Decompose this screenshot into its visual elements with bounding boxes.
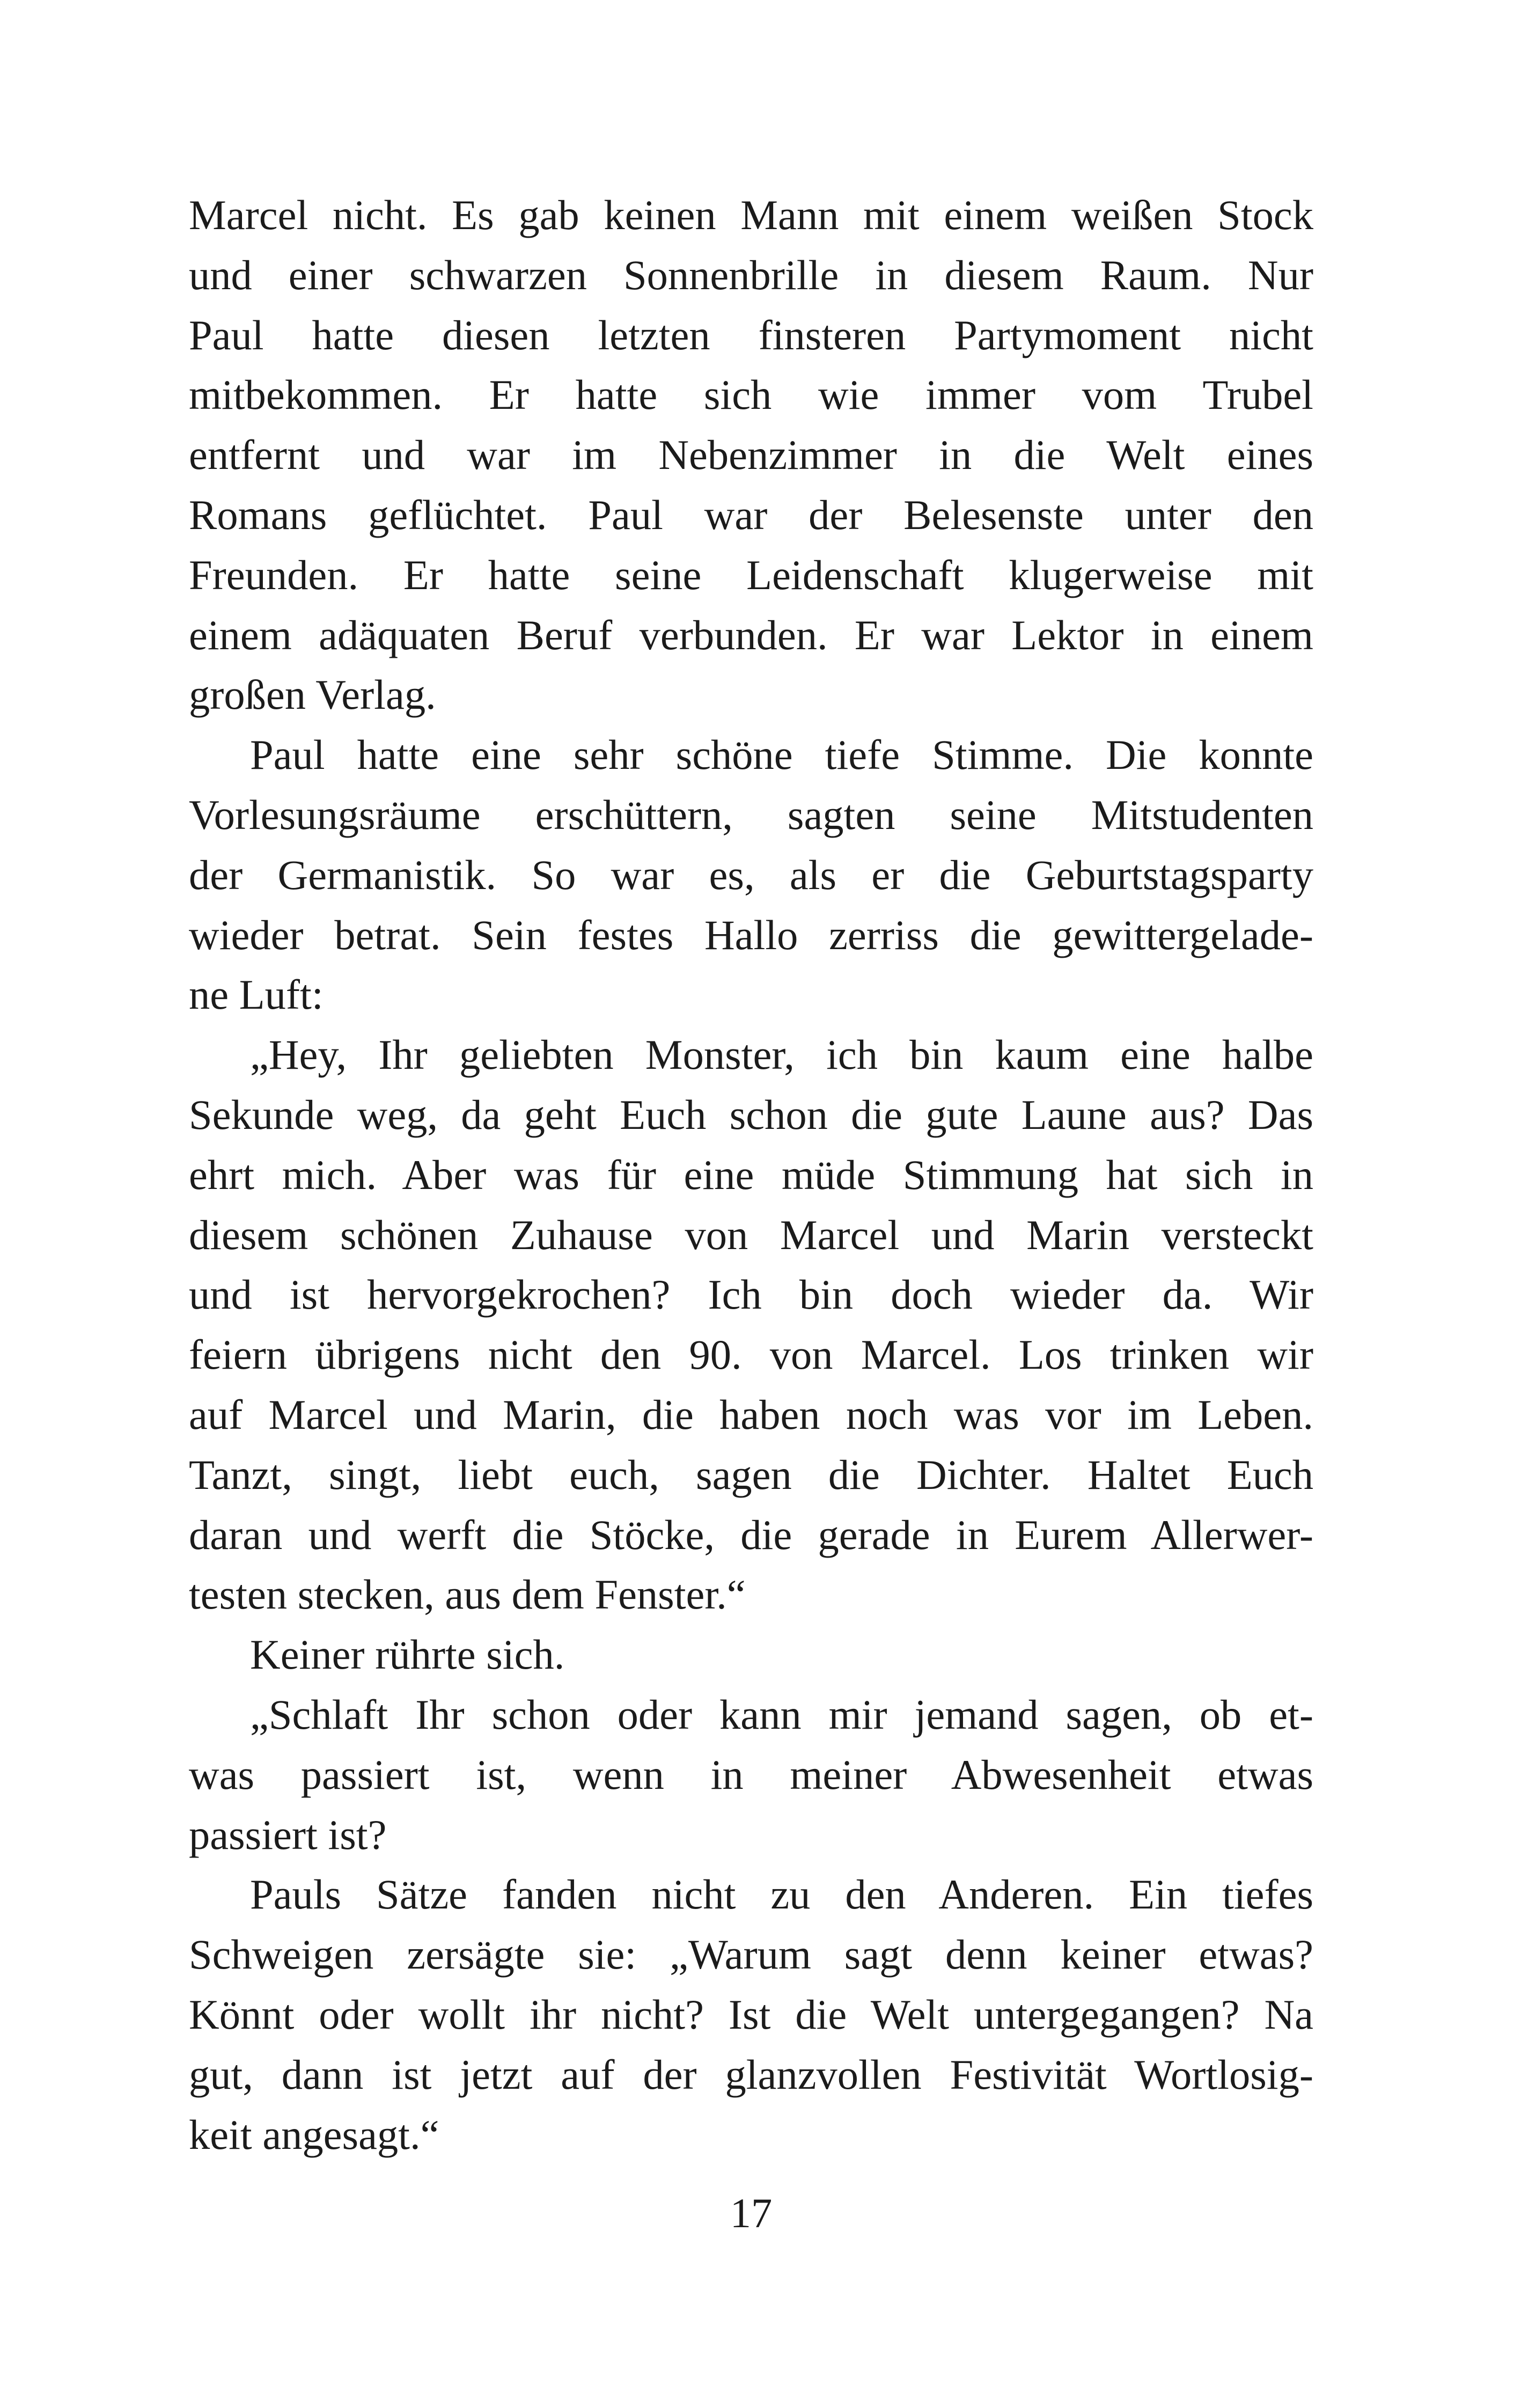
text-line: auf Marcel und Marin, die haben noch was vor im Leben. xyxy=(189,1391,1313,1438)
text-line: Sekunde weg, da geht Euch schon die gute Laune aus? Das xyxy=(189,1091,1313,1138)
text-line: Paul hatte diesen letzten finsteren Partymoment nicht xyxy=(189,311,1313,358)
text-line: Schweigen zersägte sie: „Warum sagt denn keiner etwas? xyxy=(189,1931,1313,1978)
text-line: daran und werft die Stöcke, die gerade in Eurem Allerwer- xyxy=(189,1511,1313,1558)
text-line: ehrt mich. Aber was für eine müde Stimmung hat sich in xyxy=(189,1151,1313,1198)
text-line: und ist hervorgekrochen? Ich bin doch wieder da. Wir xyxy=(189,1271,1313,1318)
text-line: „Hey, Ihr geliebten Monster, ich bin kaum eine halbe xyxy=(250,1031,1313,1078)
text-line: diesem schönen Zuhause von Marcel und Marin versteckt xyxy=(189,1211,1313,1258)
page-number: 17 xyxy=(730,2190,773,2236)
text-line: keit angesagt.“ xyxy=(189,2111,439,2158)
text-line: „Schlaft Ihr schon oder kann mir jemand sagen, ob et- xyxy=(250,1691,1313,1738)
text-line: feiern übrigens nicht den 90. von Marcel. Los trinken wir xyxy=(189,1331,1313,1378)
text-line: entfernt und war im Nebenzimmer in die Welt eines xyxy=(189,431,1313,479)
text-line: Keiner rührte sich. xyxy=(250,1631,565,1678)
text-line: großen Verlag. xyxy=(189,671,436,718)
text-line: mitbekommen. Er hatte sich wie immer vom Trubel xyxy=(189,371,1313,419)
text-line: und einer schwarzen Sonnenbrille in diesem Raum. Nur xyxy=(189,251,1313,298)
text-line: wieder betrat. Sein festes Hallo zerriss die gewittergelade- xyxy=(189,911,1313,958)
text-line: einem adäquaten Beruf verbunden. Er war Lektor in einem xyxy=(189,611,1313,658)
text-line: Romans geflüchtet. Paul war der Belesenste unter den xyxy=(189,491,1313,538)
text-line: der Germanistik. So war es, als er die Geburtstagsparty xyxy=(189,851,1313,898)
text-line: Pauls Sätze fanden nicht zu den Anderen. Ein tiefes xyxy=(250,1871,1313,1918)
text-line: Paul hatte eine sehr schöne tiefe Stimme. Die konnte xyxy=(250,731,1313,779)
text-line: passiert ist? xyxy=(189,1811,387,1858)
text-line: Tanzt, singt, liebt euch, sagen die Dichter. Haltet Euch xyxy=(189,1451,1313,1498)
text-line: Freunden. Er hatte seine Leidenschaft klugerweise mit xyxy=(189,551,1313,598)
text-line: testen stecken, aus dem Fenster.“ xyxy=(189,1571,746,1618)
text-line: Marcel nicht. Es gab keinen Mann mit einem weißen Stock xyxy=(189,192,1313,238)
book-page xyxy=(189,185,1313,2278)
text-line: gut, dann ist jetzt auf der glanzvollen Festivität Wortlosig- xyxy=(189,2051,1313,2098)
body-text xyxy=(189,185,1313,2164)
text-line: Könnt oder wollt ihr nicht? Ist die Welt untergegangen? Na xyxy=(189,1991,1313,2038)
text-line: was passiert ist, wenn in meiner Abwesenheit etwas xyxy=(189,1751,1313,1798)
text-line: Vorlesungsräume erschüttern, sagten seine Mitstudenten xyxy=(189,791,1313,838)
text-line: ne Luft: xyxy=(189,971,324,1018)
